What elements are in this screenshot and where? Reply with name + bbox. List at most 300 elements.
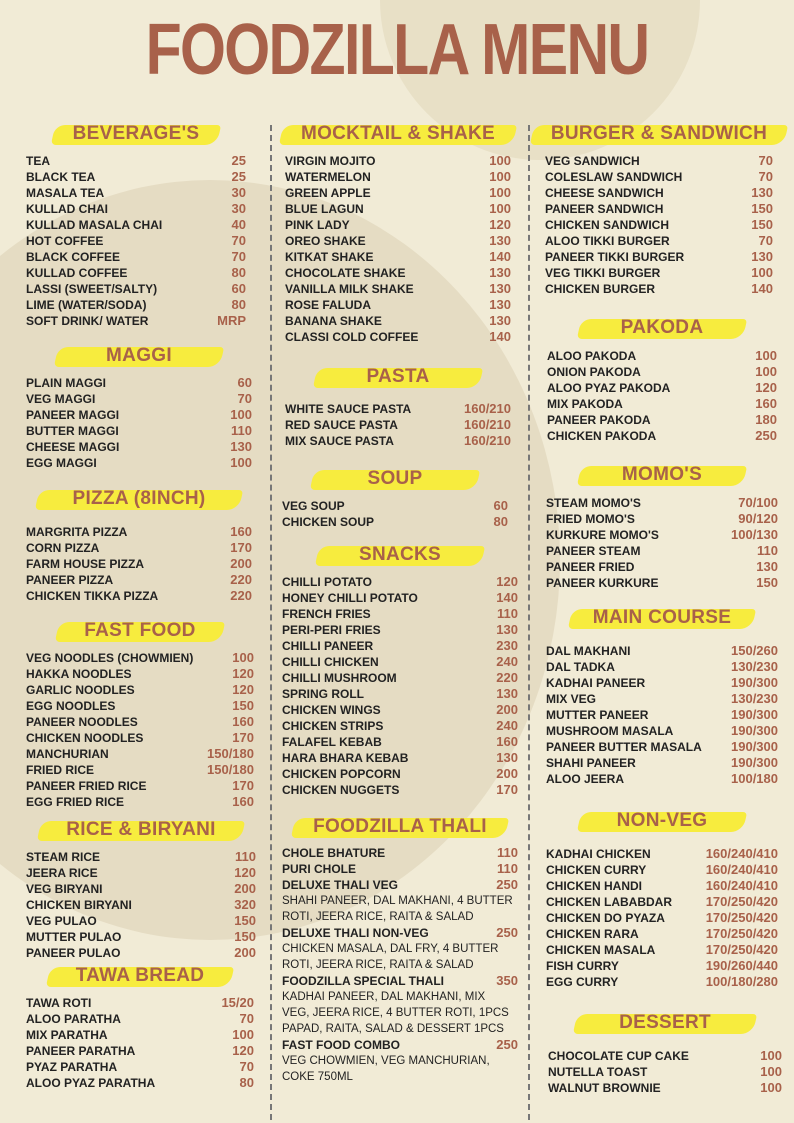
- menu-item: [26, 1043, 254, 1059]
- menu-item: [545, 217, 773, 233]
- item-price: 100: [489, 169, 511, 184]
- section-tawa: [26, 961, 254, 1091]
- menu-item: [546, 755, 778, 771]
- item-name: ALOO PYAZ PAKODA: [547, 381, 671, 395]
- item-price: 160/240/410: [705, 846, 778, 861]
- menu-item: [26, 730, 254, 746]
- item-price: MRP: [217, 313, 246, 328]
- item-price: 150/180: [207, 762, 254, 777]
- item-name: VIRGIN MOJITO: [285, 154, 376, 168]
- item-price: 15/20: [221, 995, 254, 1010]
- item-price: 120: [496, 574, 518, 589]
- item-price: 130: [489, 281, 511, 296]
- item-price: 200: [234, 881, 256, 896]
- item-price: 110: [497, 606, 518, 621]
- item-name: SOFT DRINK/ WATER: [26, 314, 149, 328]
- section-header: [61, 616, 219, 646]
- item-price: 130: [230, 439, 252, 454]
- menu-item: [282, 622, 518, 638]
- menu-item: [546, 894, 778, 910]
- item-price: 100/130: [731, 527, 778, 542]
- item-price: 70: [758, 233, 773, 248]
- item-price: 100: [489, 185, 511, 200]
- menu-item: [26, 650, 254, 666]
- menu-item: [282, 606, 518, 622]
- item-name: GARLIC NOODLES: [26, 683, 135, 697]
- menu-item: [26, 1059, 254, 1075]
- section-title: DESSERT: [619, 1012, 711, 1033]
- item-description: CHICKEN MASALA, DAL FRY, 4 BUTTER: [282, 943, 499, 955]
- menu-item: [545, 169, 773, 185]
- item-name: VEG NOODLES (CHOWMIEN): [26, 651, 194, 665]
- item-name: SHAHI PANEER: [546, 756, 636, 770]
- item-name: MANCHURIAN: [26, 747, 109, 761]
- item-price: 70: [239, 1059, 254, 1074]
- item-price: 100: [760, 1080, 782, 1095]
- section-title: RICE & BIRYANI: [66, 819, 216, 840]
- item-name: PURI CHOLE: [282, 862, 357, 876]
- section-header: [285, 119, 511, 149]
- item-name: CHICKEN SOUP: [282, 515, 375, 529]
- item-name: CHICKEN MASALA: [546, 943, 656, 957]
- item-price: 180: [755, 412, 777, 427]
- item-name: BLACK TEA: [26, 170, 96, 184]
- menu-item: [26, 897, 256, 913]
- menu-item: [285, 169, 511, 185]
- section-header: [41, 484, 237, 514]
- item-price: 100: [751, 265, 773, 280]
- menu-item: [546, 543, 778, 559]
- section-header: [321, 540, 479, 570]
- section-title: BURGER & SANDWICH: [550, 123, 768, 144]
- item-price: 240: [496, 718, 518, 733]
- section-pizza: [26, 484, 252, 604]
- item-price: 170: [232, 730, 254, 745]
- item-name: CHICKEN DO PYAZA: [546, 911, 665, 925]
- item-name: PANEER FRIED RICE: [26, 779, 147, 793]
- menu-item: [546, 559, 778, 575]
- menu-item: [282, 574, 518, 590]
- item-price: 220: [496, 670, 518, 685]
- menu-item: [546, 958, 778, 974]
- item-name: FISH CURRY: [546, 959, 619, 973]
- item-name: MIX PARATHA: [26, 1028, 108, 1042]
- item-name: DAL MAKHANI: [546, 644, 631, 658]
- page-title: FOODZILLA MENU: [145, 10, 649, 90]
- section-title: SNACKS: [358, 544, 442, 565]
- menu-item: [26, 297, 246, 313]
- item-price: 190/300: [731, 675, 778, 690]
- menu-item: [547, 364, 777, 380]
- menu-item: [26, 588, 252, 604]
- item-name: TEA: [26, 154, 50, 168]
- item-name: MIX SAUCE PASTA: [285, 434, 394, 448]
- item-price: 250: [496, 925, 518, 940]
- item-name: PINK LADY: [285, 218, 350, 232]
- item-price: 60: [237, 375, 252, 390]
- menu-item: [282, 877, 518, 893]
- item-price: 220: [230, 572, 252, 587]
- item-price: 120: [234, 865, 256, 880]
- menu-item: [547, 428, 777, 444]
- menu-item: [282, 702, 518, 718]
- section-title: MAIN COURSE: [592, 607, 732, 628]
- menu-item: [26, 714, 254, 730]
- section-header: [583, 460, 741, 490]
- item-price: 100: [489, 153, 511, 168]
- menu-item: [546, 974, 778, 990]
- menu-item: [548, 1064, 782, 1080]
- menu-item: [546, 739, 778, 755]
- item-name: TAWA ROTI: [26, 996, 92, 1010]
- item-name: PANEER PARATHA: [26, 1044, 136, 1058]
- item-price: 130: [496, 686, 518, 701]
- item-name: PANEER SANDWICH: [545, 202, 664, 216]
- menu-item: [26, 913, 256, 929]
- item-name: PYAZ PARATHA: [26, 1060, 118, 1074]
- item-description: VEG, JEERA RICE, 4 BUTTER ROTI, 1PCS: [282, 1007, 509, 1019]
- menu-item: [285, 185, 511, 201]
- item-name: PANEER FRIED: [546, 560, 635, 574]
- item-price: 150: [232, 698, 254, 713]
- item-name: ALOO PYAZ PARATHA: [26, 1076, 156, 1090]
- item-price: 130: [489, 233, 511, 248]
- menu-item: [546, 862, 778, 878]
- item-price: 130: [489, 265, 511, 280]
- menu-item: [282, 686, 518, 702]
- menu-item: [26, 407, 252, 423]
- item-price: 160/210: [464, 417, 511, 432]
- item-name: MIX VEG: [546, 692, 597, 706]
- menu-item: [26, 794, 254, 810]
- item-name: PERI-PERI FRIES: [282, 623, 381, 637]
- item-name: PANEER MAGGI: [26, 408, 120, 422]
- item-name: FRIED MOMO'S: [546, 512, 635, 526]
- menu-item: [26, 169, 246, 185]
- menu-item: [545, 249, 773, 265]
- item-name: CHICKEN POPCORN: [282, 767, 401, 781]
- menu-item: [285, 265, 511, 281]
- menu-item: [285, 153, 511, 169]
- section-nonveg: [546, 806, 778, 990]
- item-price: 25: [231, 169, 246, 184]
- menu-item: [26, 556, 252, 572]
- menu-item: [285, 297, 511, 313]
- item-price: 70: [237, 391, 252, 406]
- item-name: BANANA SHAKE: [285, 314, 382, 328]
- item-name: HARA BHARA KEBAB: [282, 751, 409, 765]
- section-title: PAKODA: [620, 317, 704, 338]
- item-price: 60: [231, 281, 246, 296]
- item-description: VEG CHOWMIEN, VEG MANCHURIAN,: [282, 1055, 490, 1067]
- item-price: 200: [234, 945, 256, 960]
- item-price: 100: [755, 364, 777, 379]
- menu-item: [285, 313, 511, 329]
- section-title: SOUP: [367, 468, 423, 489]
- item-name: WHITE SAUCE PASTA: [285, 402, 412, 416]
- item-price: 220: [230, 588, 252, 603]
- item-price: 160: [232, 714, 254, 729]
- item-name: EGG NOODLES: [26, 699, 116, 713]
- section-beverages: [26, 119, 246, 329]
- item-price: 30: [231, 185, 246, 200]
- item-name: CHILLI MUSHROOM: [282, 671, 397, 685]
- item-name: VEG PULAO: [26, 914, 97, 928]
- section-dessert: [548, 1008, 782, 1096]
- section-title: FOODZILLA THALI: [313, 816, 487, 837]
- item-price: 150/260: [731, 643, 778, 658]
- section-header: [579, 1008, 751, 1038]
- item-price: 140: [496, 590, 518, 605]
- item-name: PLAIN MAGGI: [26, 376, 106, 390]
- item-name: COLESLAW SANDWICH: [545, 170, 683, 184]
- menu-item: [282, 973, 518, 989]
- section-mocktail: [285, 119, 511, 345]
- section-header: [583, 313, 741, 343]
- item-price: 130: [751, 249, 773, 264]
- item-name: VANILLA MILK SHAKE: [285, 282, 414, 296]
- item-name: JEERA RICE: [26, 866, 98, 880]
- item-price: 130: [489, 313, 511, 328]
- item-price: 100: [232, 650, 254, 665]
- item-name: GREEN APPLE: [285, 186, 371, 200]
- section-title: PIZZA (8INCH): [72, 488, 206, 509]
- item-price: 110: [231, 423, 252, 438]
- item-price: 100: [760, 1048, 782, 1063]
- menu-item: [26, 524, 252, 540]
- menu-item: [285, 433, 511, 449]
- item-name: PANEER BUTTER MASALA: [546, 740, 702, 754]
- item-price: 70: [231, 249, 246, 264]
- item-name: HONEY CHILLI POTATO: [282, 591, 418, 605]
- item-name: MIX PAKODA: [547, 397, 623, 411]
- item-name: FRENCH FRIES: [282, 607, 371, 621]
- item-price: 160/240/410: [705, 878, 778, 893]
- item-name: STEAM RICE: [26, 850, 101, 864]
- item-price: 170: [496, 782, 518, 797]
- menu-item: [26, 762, 254, 778]
- menu-item: [282, 766, 518, 782]
- menu-item: [547, 380, 777, 396]
- menu-item: [547, 396, 777, 412]
- item-price: 160: [232, 794, 254, 809]
- item-name: CHILLI POTATO: [282, 575, 372, 589]
- menu-item: [546, 878, 778, 894]
- item-name: CHILLI PANEER: [282, 639, 374, 653]
- menu-item: [26, 233, 246, 249]
- item-name: RED SAUCE PASTA: [285, 418, 398, 432]
- item-name: KULLAD CHAI: [26, 202, 108, 216]
- item-price: 100: [489, 201, 511, 216]
- menu-item: [26, 1027, 254, 1043]
- section-pakoda: [547, 313, 777, 444]
- menu-item: [548, 1048, 782, 1064]
- menu-item: [26, 682, 254, 698]
- item-name: BLACK COFFEE: [26, 250, 120, 264]
- item-name: CHICKEN NUGGETS: [282, 783, 400, 797]
- item-price: 60: [493, 498, 508, 513]
- section-title: TAWA BREAD: [75, 965, 205, 986]
- item-name: ALOO PAKODA: [547, 349, 637, 363]
- item-price: 150: [751, 217, 773, 232]
- item-name: VEG SANDWICH: [545, 154, 640, 168]
- menu-item: [285, 217, 511, 233]
- item-price: 130: [496, 750, 518, 765]
- menu-item: [26, 201, 246, 217]
- item-name: LIME (WATER/SODA): [26, 298, 147, 312]
- item-price: 160/210: [464, 433, 511, 448]
- item-name: CHOLE BHATURE: [282, 846, 386, 860]
- item-name: WALNUT BROWNIE: [548, 1081, 661, 1095]
- menu-item: [546, 707, 778, 723]
- item-name: CORN PIZZA: [26, 541, 100, 555]
- menu-item: [285, 249, 511, 265]
- menu-item: [26, 865, 256, 881]
- item-name: PANEER PULAO: [26, 946, 121, 960]
- item-name: PANEER NOODLES: [26, 715, 138, 729]
- section-header: [316, 464, 474, 494]
- item-price: 190/300: [731, 707, 778, 722]
- item-price: 170/250/420: [705, 894, 778, 909]
- item-name: CHICKEN STRIPS: [282, 719, 384, 733]
- menu-item: [26, 249, 246, 265]
- menu-item: [546, 846, 778, 862]
- menu-item: [546, 643, 778, 659]
- menu-item: [285, 201, 511, 217]
- menu-item: [26, 423, 252, 439]
- item-price: 40: [231, 217, 246, 232]
- item-price: 200: [496, 702, 518, 717]
- column-divider-left: [270, 125, 272, 1120]
- item-price: 80: [493, 514, 508, 529]
- item-name: MUSHROOM MASALA: [546, 724, 674, 738]
- menu-item: [545, 185, 773, 201]
- item-description: KADHAI PANEER, DAL MAKHANI, MIX: [282, 991, 486, 1003]
- item-name: WATERMELON: [285, 170, 371, 184]
- item-name: CHICKEN WINGS: [282, 703, 381, 717]
- menu-item: [548, 1080, 782, 1096]
- section-title: BEVERAGE'S: [72, 123, 200, 144]
- item-name: CHEESE MAGGI: [26, 440, 120, 454]
- item-price: 160: [755, 396, 777, 411]
- menu-item: [26, 1075, 254, 1091]
- item-name: FARM HOUSE PIZZA: [26, 557, 145, 571]
- item-price: 130: [496, 622, 518, 637]
- item-name: CHOCOLATE SHAKE: [285, 266, 406, 280]
- item-name: ALOO JEERA: [546, 772, 625, 786]
- item-price: 170/250/420: [705, 942, 778, 957]
- item-name: MUTTER PULAO: [26, 930, 122, 944]
- item-name: CHICKEN CURRY: [546, 863, 647, 877]
- item-price: 120: [755, 380, 777, 395]
- item-name: PANEER TIKKI BURGER: [545, 250, 685, 264]
- column-divider-right: [528, 125, 530, 1120]
- menu-item: [282, 670, 518, 686]
- menu-item: [26, 281, 246, 297]
- item-price: 70: [231, 233, 246, 248]
- item-price: 120: [489, 217, 511, 232]
- menu-item: [282, 734, 518, 750]
- item-price: 120: [232, 1043, 254, 1058]
- section-header: [574, 603, 750, 633]
- menu-item: [546, 675, 778, 691]
- item-price: 130/230: [731, 691, 778, 706]
- menu-item: [26, 153, 246, 169]
- menu-item: [26, 217, 246, 233]
- item-name: OREO SHAKE: [285, 234, 366, 248]
- menu-item: [547, 348, 777, 364]
- menu-item: [26, 375, 252, 391]
- item-name: MASALA TEA: [26, 186, 105, 200]
- menu-item: [285, 401, 511, 417]
- item-name: LASSI (SWEET/SALTY): [26, 282, 158, 296]
- item-price: 140: [751, 281, 773, 296]
- menu-item: [282, 718, 518, 734]
- menu-item: [545, 281, 773, 297]
- menu-item: [546, 926, 778, 942]
- menu-item: [26, 849, 256, 865]
- item-price: 100: [755, 348, 777, 363]
- menu-item: [546, 942, 778, 958]
- item-description: SHAHI PANEER, DAL MAKHANI, 4 BUTTER: [282, 895, 513, 907]
- item-name: CHICKEN BIRYANI: [26, 898, 132, 912]
- item-price: 110: [497, 845, 518, 860]
- item-price: 170/250/420: [705, 910, 778, 925]
- menu-item: [282, 498, 508, 514]
- item-name: EGG MAGGI: [26, 456, 97, 470]
- item-name: ALOO TIKKI BURGER: [545, 234, 670, 248]
- item-price: 200: [496, 766, 518, 781]
- item-name: VEG MAGGI: [26, 392, 96, 406]
- section-maincourse: [546, 603, 778, 787]
- item-name: CHICKEN RARA: [546, 927, 639, 941]
- item-name: CLASSI COLD COFFEE: [285, 330, 419, 344]
- menu-item: [545, 201, 773, 217]
- menu-item: [26, 1011, 254, 1027]
- section-header: [43, 815, 239, 845]
- item-name: VEG TIKKI BURGER: [545, 266, 661, 280]
- section-maggi: [26, 341, 252, 471]
- item-description: ROTI, JEERA RICE, RAITA & SALAD: [282, 911, 474, 923]
- item-name: MUTTER PANEER: [546, 708, 649, 722]
- item-price: 80: [239, 1075, 254, 1090]
- item-description: COKE 750ML: [282, 1071, 353, 1083]
- item-price: 190/300: [731, 755, 778, 770]
- item-name: ROSE FALUDA: [285, 298, 372, 312]
- item-name: BUTTER MAGGI: [26, 424, 119, 438]
- item-price: 150: [751, 201, 773, 216]
- section-fastfood: [26, 616, 254, 810]
- item-price: 160/210: [464, 401, 511, 416]
- menu-item: [546, 910, 778, 926]
- item-name: DELUXE THALI NON-VEG: [282, 926, 429, 940]
- menu-item: [285, 281, 511, 297]
- menu-item: [546, 723, 778, 739]
- menu-item: [26, 666, 254, 682]
- item-price: 130: [756, 559, 778, 574]
- item-name: DELUXE THALI VEG: [282, 878, 399, 892]
- menu-item: [26, 698, 254, 714]
- item-price: 70: [239, 1011, 254, 1026]
- item-price: 150: [234, 913, 256, 928]
- item-price: 150: [234, 929, 256, 944]
- item-name: KADHAI PANEER: [546, 676, 646, 690]
- item-name: FRIED RICE: [26, 763, 95, 777]
- menu-item: [546, 691, 778, 707]
- section-pasta: [285, 362, 511, 449]
- item-price: 130/230: [731, 659, 778, 674]
- menu-item: [547, 412, 777, 428]
